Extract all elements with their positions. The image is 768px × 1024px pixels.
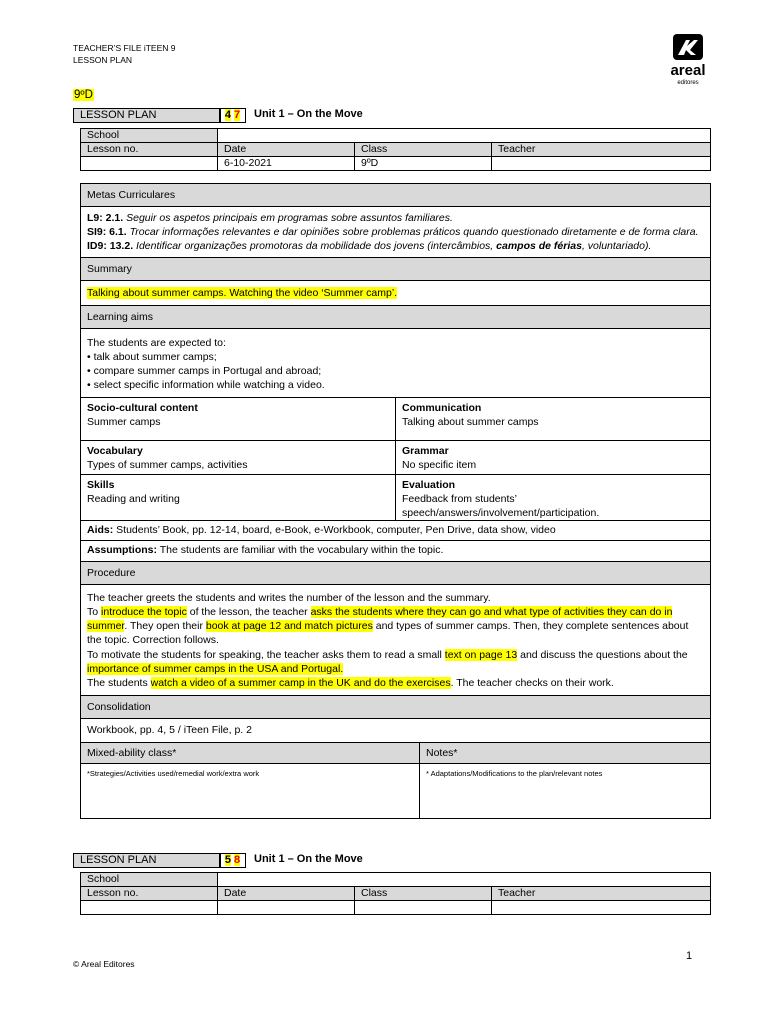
date-label: Date <box>218 887 355 901</box>
lesson-no-label: Lesson no. <box>81 143 218 157</box>
class-col-label: Class <box>355 143 492 157</box>
eval-title: Evaluation <box>402 478 456 491</box>
page-number: 1 <box>686 950 693 962</box>
school-value <box>218 129 711 143</box>
learning-aims-title: Learning aims <box>81 306 710 329</box>
unit-title: Unit 1 – On the Move <box>254 108 363 120</box>
notes-note: * Adaptations/Modifications to the plan/relevant notes <box>426 769 603 779</box>
aim-item: • select specific information while watching a video. <box>87 378 325 391</box>
class-col-label: Class <box>355 887 492 901</box>
teacher-label: Teacher <box>492 143 711 157</box>
date-label: Date <box>218 143 355 157</box>
teacher-value <box>492 157 711 171</box>
lesson-number-box: 5 8 <box>219 853 246 868</box>
skills-eval-row: Skills Reading and writing Evaluation Feedback from students’ speech/answers/involvement/participation. <box>81 475 710 521</box>
copyright: © Areal Editores <box>73 959 135 969</box>
lesson-plan-1-header <box>73 108 473 123</box>
lesson-plan-label: LESSON PLAN <box>73 853 221 868</box>
class-label: 9ºD <box>74 89 93 101</box>
grammar-title: Grammar <box>402 444 449 457</box>
socio-title: Socio-cultural content <box>87 401 198 414</box>
date-value: 6-10-2021 <box>218 157 355 171</box>
school-label: School <box>81 129 218 143</box>
teacher-value <box>492 901 711 915</box>
mixed-ability-note: *Strategies/Activities used/remedial work/extra work <box>81 764 420 818</box>
lesson-number-box: 4 7 <box>219 108 246 123</box>
mixed-ability-title: Mixed-ability class* <box>81 743 420 763</box>
doc-header-title: TEACHER’S FILE iTEEN 9 <box>73 43 176 53</box>
learning-aims-content: The students are expected to: • talk about summer camps; • compare summer camps in Portugal and abroad; • select specific information while watching a video. <box>81 329 710 398</box>
aim-item: • talk about summer camps; <box>87 350 217 363</box>
vocab-title: Vocabulary <box>87 444 143 457</box>
aim-item: • compare summer camps in Portugal and abroad; <box>87 364 322 377</box>
lesson-no-value <box>81 901 218 915</box>
mixed-notes-header <box>81 743 710 764</box>
class-value: 9ºD <box>355 157 492 171</box>
skills-title: Skills <box>87 478 115 491</box>
socio-comm-row: Socio-cultural content Summer camps Communication Talking about summer camps <box>81 398 710 441</box>
areal-logo <box>660 34 716 86</box>
teacher-label: Teacher <box>492 887 711 901</box>
lesson-info-table-2 <box>80 872 711 915</box>
metas-title: Metas Curriculares <box>81 184 710 207</box>
comm-title: Communication <box>402 401 482 414</box>
aids-row: Aids: Students’ Book, pp. 12-14, board, e-Book, e-Workbook, computer, Pen Drive, data show, video <box>81 521 710 542</box>
school-label: School <box>81 873 218 887</box>
consolidation-title: Consolidation <box>81 696 710 719</box>
logo-sub: editores <box>677 80 699 86</box>
assumptions-row: Assumptions: The students are familiar with the vocabulary within the topic. <box>81 541 710 562</box>
class-value <box>355 901 492 915</box>
metas-content: L9: 2.1. Seguir os aspetos principais em programas sobre assuntos familiares. SI9: 6.1. Trocar informações relevantes e dar opiniões sobre problemas práticos quando questionado diretamente e de forma clara. ID9: 13.2. Identificar organizações promotoras da mobilidade dos jovens (intercâmbios, campos de férias, voluntariado). <box>81 207 710 258</box>
vocab-grammar-row: Vocabulary Types of summer camps, activities Grammar No specific item <box>81 441 710 475</box>
lesson-no-label: Lesson no. <box>81 887 218 901</box>
lesson-plan-label: LESSON PLAN <box>73 108 221 123</box>
lesson-plan-body <box>80 183 711 819</box>
summary-content: Talking about summer camps. Watching the video ‘Summer camp’. <box>81 281 710 306</box>
lesson-no-value <box>81 157 218 171</box>
lesson-info-table-1 <box>80 128 711 171</box>
date-value <box>218 901 355 915</box>
doc-header-subtitle: LESSON PLAN <box>73 55 133 65</box>
mixed-notes-body <box>81 764 710 818</box>
notes-title: Notes* <box>426 747 458 760</box>
school-value <box>218 873 711 887</box>
consolidation-content: Workbook, pp. 4, 5 / iTeen File, p. 2 <box>81 719 710 744</box>
summary-title: Summary <box>81 258 710 281</box>
logo-word: areal <box>670 62 706 79</box>
lesson-plan-2-header <box>73 853 473 868</box>
procedure-title: Procedure <box>81 562 710 585</box>
unit-title: Unit 1 – On the Move <box>254 853 363 865</box>
procedure-content: The teacher greets the students and writes the number of the lesson and the summary. To introduce the topic of the lesson, the teacher asks the students where they can go and what type of activities they can do in summer. They open their book at page 12 and match pictures and types of summer camps. Then, they complete sentences about the topic. Correction follows. To motivate the students for speaking, the teacher asks them to read a small text on page 13 and discuss the questions about the importance of summer camps in the USA and Portugal. The students watch a video of a summer camp in the UK and do the exercises. The teacher checks on their work. <box>81 585 710 696</box>
